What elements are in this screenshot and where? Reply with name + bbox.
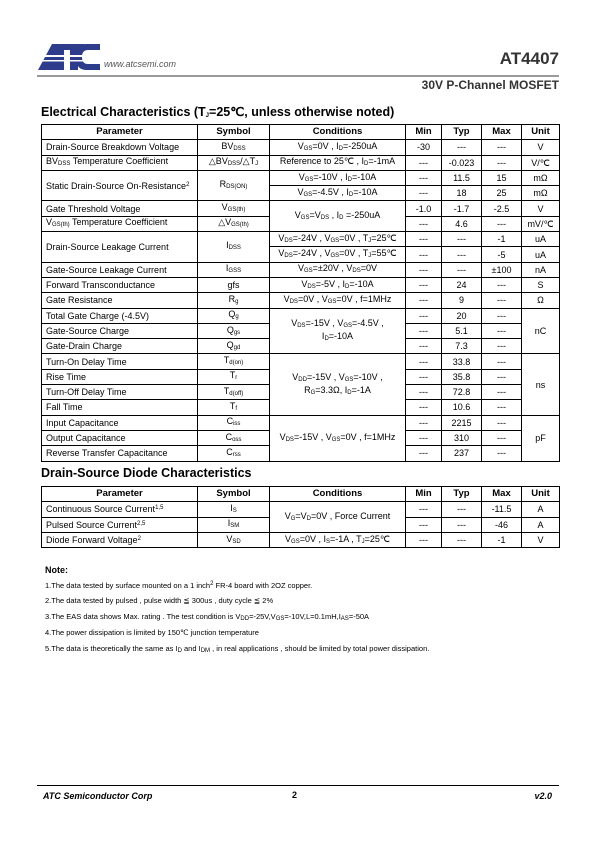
table-cell: ---	[406, 323, 442, 338]
table-cell: $V_{SD}$	[198, 532, 270, 547]
table-cell: Gate-Source Leakage Current	[42, 262, 198, 277]
table-cell: -30	[406, 140, 442, 155]
table-cell: ---	[442, 532, 482, 547]
table-cell: -2.5	[482, 201, 522, 216]
table-cell: Fall Time	[42, 400, 198, 415]
table-cell: ±100	[482, 262, 522, 277]
table-cell: Gate-Drain Charge	[42, 339, 198, 354]
table-cell: ---	[442, 517, 482, 532]
table-cell: $T_{d(on)}$	[198, 354, 270, 369]
footer-version: v2.0	[534, 791, 552, 801]
table-cell: $V_{GS}=0V$ , $I_D=-250uA$	[270, 140, 406, 155]
table-cell: -5	[482, 247, 522, 262]
table-cell: $V_{GS(th)}$ Temperature Coefficient	[42, 216, 198, 231]
table-cell: $V_{DS}=-15V$ , $V_{GS}=-4.5V$ , $I_D=-10A$	[270, 308, 406, 354]
table-cell: ---	[482, 155, 522, 170]
table-cell: ---	[406, 155, 442, 170]
table-cell: Forward Transconductance	[42, 277, 198, 292]
table-cell: ---	[406, 400, 442, 415]
table-cell: 310	[442, 430, 482, 445]
table-cell: V/℃	[522, 155, 560, 170]
table-cell: mΩ	[522, 186, 560, 201]
table-row	[42, 170, 560, 185]
table-cell: 33.8	[442, 354, 482, 369]
table-cell: 10.6	[442, 400, 482, 415]
table-cell: V	[522, 201, 560, 216]
table-cell: ---	[482, 308, 522, 323]
table-cell: mΩ	[522, 170, 560, 185]
table-cell: $\triangle BV_{DSS}/\triangle T_J$	[198, 155, 270, 170]
table-cell: ---	[442, 232, 482, 247]
table-cell: $V_{DD}=-15V$ , $V_{GS}=-10V$ , $R_G=3.3\Omega$, $I_D=-1A$	[270, 354, 406, 415]
table-cell: ---	[442, 247, 482, 262]
table-cell: $V_{GS}=-10V$ , $I_D=-10A$	[270, 170, 406, 185]
table-cell: ---	[482, 293, 522, 308]
table-row	[42, 415, 560, 430]
table-row	[42, 502, 560, 517]
table-cell: -46	[482, 517, 522, 532]
table-cell: Input Capacitance	[42, 415, 198, 430]
table-cell: ---	[482, 216, 522, 231]
table-row	[42, 232, 560, 247]
table-cell: 72.8	[442, 385, 482, 400]
table-cell: Static Drain-Source On-Resistance$^2$	[42, 170, 198, 201]
table-cell: ns	[522, 354, 560, 415]
table-cell: S	[522, 277, 560, 292]
page-number: 2	[292, 790, 298, 800]
table-cell: pF	[522, 415, 560, 461]
table-cell: $V_{DS}=-24V$ , $V_{GS}=0V$ , $T_J=55℃$	[270, 247, 406, 262]
table-cell: $BV_{DSS}$ Temperature Coefficient	[42, 155, 198, 170]
table-cell: uA	[522, 247, 560, 262]
table-cell: -1.7	[442, 201, 482, 216]
table-row	[42, 201, 560, 216]
col-parameter: Parameter	[42, 125, 198, 140]
table-cell: ---	[406, 354, 442, 369]
table-cell: $\triangle V_{GS(th)}$	[198, 216, 270, 231]
note-3: 3.The EAS data shows Max. rating . The test condition is $V_{DD}=-25V,V_{GS}=-10V,L=0.1mH,I_{AS}=-50A$	[45, 611, 370, 622]
table-cell: $C_{iss}$	[198, 415, 270, 430]
table-cell: ---	[482, 446, 522, 461]
table-header-cell: Symbol	[198, 487, 270, 502]
table-cell: $Q_g$	[198, 308, 270, 323]
table-cell: ---	[406, 517, 442, 532]
part-number: AT4407	[499, 49, 559, 68]
table-cell: ---	[406, 415, 442, 430]
table-cell: ---	[482, 277, 522, 292]
table-cell: ---	[406, 262, 442, 277]
col-max: Max	[482, 125, 522, 140]
table-cell: ---	[406, 339, 442, 354]
table-cell: 35.8	[442, 369, 482, 384]
table-cell: nA	[522, 262, 560, 277]
table-row	[42, 293, 560, 308]
col-min: Min	[406, 125, 442, 140]
part-subtitle: 30V P-Channel MOSFET	[421, 78, 559, 92]
table-cell: Gate Resistance	[42, 293, 198, 308]
col-conditions: Conditions	[270, 125, 406, 140]
table-header-cell: Typ	[442, 487, 482, 502]
table-cell: A	[522, 517, 560, 532]
table-cell: ---	[406, 446, 442, 461]
table-cell: ---	[406, 232, 442, 247]
note-4: 4.The power dissipation is limited by 150℃ junction temperature	[45, 628, 259, 638]
table-cell: $C_{oss}$	[198, 430, 270, 445]
table-header-cell: Conditions	[270, 487, 406, 502]
table-cell: $BV_{DSS}$	[198, 140, 270, 155]
table-cell: $V_{GS(th)}$	[198, 201, 270, 216]
table-cell: Output Capacitance	[42, 430, 198, 445]
table-cell: Turn-On Delay Time	[42, 354, 198, 369]
table-cell: ---	[482, 323, 522, 338]
table-cell: 25	[482, 186, 522, 201]
table-cell: $C_{rss}$	[198, 446, 270, 461]
footer-rule	[37, 785, 559, 786]
table-cell: Drain-Source Breakdown Voltage	[42, 140, 198, 155]
col-symbol: Symbol	[198, 125, 270, 140]
table-cell: ---	[406, 369, 442, 384]
table-row	[42, 277, 560, 292]
table-cell: ---	[406, 247, 442, 262]
table-row	[42, 532, 560, 547]
table-cell: $V_{DS}=-5V$ , $I_D=-10A$	[270, 277, 406, 292]
table-cell: ---	[482, 369, 522, 384]
table-cell: $V_G=V_D=0V$ , Force Current	[270, 502, 406, 533]
table-cell: $I_{SM}$	[198, 517, 270, 532]
table-cell: Gate-Source Charge	[42, 323, 198, 338]
table-cell: 24	[442, 277, 482, 292]
table-cell: $T_r$	[198, 369, 270, 384]
diode-characteristics-table	[41, 486, 560, 548]
table-cell: $V_{DS}=-15V$ , $V_{GS}=0V$ , f=1MHz	[270, 415, 406, 461]
table-cell: Drain-Source Leakage Current	[42, 232, 198, 263]
table-cell: ---	[482, 339, 522, 354]
table-cell: gfs	[198, 277, 270, 292]
table-cell: ---	[442, 140, 482, 155]
table-cell: Diode Forward Voltage$^2$	[42, 532, 198, 547]
table-cell: uA	[522, 232, 560, 247]
table-row	[42, 155, 560, 170]
table-cell: $I_{DSS}$	[198, 232, 270, 263]
note-5: 5.The data is theoretically the same as $I_D$ and $I_{DM}$ , in real applications , should be limited by total power dissipation.	[45, 643, 430, 654]
table-cell: Total Gate Charge (-4.5V)	[42, 308, 198, 323]
table-cell: A	[522, 502, 560, 517]
table-cell: ---	[482, 430, 522, 445]
note-2: 2.The data tested by pulsed , pulse width ≦ 300us , duty cycle ≦ 2%	[45, 596, 274, 606]
table-cell: ---	[442, 262, 482, 277]
table-header-cell: Parameter	[42, 487, 198, 502]
table-cell: -11.5	[482, 502, 522, 517]
table-row	[42, 140, 560, 155]
table-cell: $V_{GS}=\pm 20V$ , $V_{DS}=0V$	[270, 262, 406, 277]
footer-company: ATC Semiconductor Corp	[43, 791, 153, 801]
table-cell: ---	[482, 140, 522, 155]
table-cell: Rise Time	[42, 369, 198, 384]
table-row	[42, 354, 560, 369]
table-cell: Reverse Transfer Capacitance	[42, 446, 198, 461]
table-cell: 4.6	[442, 216, 482, 231]
table-header-row	[42, 487, 560, 502]
table-cell: $V_{DS}=-24V$ , $V_{GS}=0V$ , $T_J=25℃$	[270, 232, 406, 247]
section-title-diode: Drain-Source Diode Characteristics	[41, 466, 252, 480]
website-link[interactable]: www.atcsemi.com	[104, 59, 177, 69]
table-cell: 7.3	[442, 339, 482, 354]
table-cell: 237	[442, 446, 482, 461]
electrical-characteristics-table	[41, 124, 560, 462]
table-cell: Reference to 25℃ , $I_D=-1mA$	[270, 155, 406, 170]
table-header-cell: Unit	[522, 487, 560, 502]
table-cell: $R_g$	[198, 293, 270, 308]
table-cell: -1.0	[406, 201, 442, 216]
table-cell: nC	[522, 308, 560, 354]
table-cell: 11.5	[442, 170, 482, 185]
table-cell: $V_{DS}=0V$ , $V_{GS}=0V$ , f=1MHz	[270, 293, 406, 308]
col-unit: Unit	[522, 125, 560, 140]
header-rule	[37, 75, 559, 77]
notes-title: Note:	[45, 565, 68, 575]
table-cell: ---	[406, 277, 442, 292]
table-cell: $T_{d(off)}$	[198, 385, 270, 400]
table-cell: $R_{DS(ON)}$	[198, 170, 270, 201]
table-cell: ---	[406, 293, 442, 308]
table-cell: $V_{GS}=-4.5V$ , $I_D=-10A$	[270, 186, 406, 201]
atc-logo	[38, 42, 102, 72]
section-title-electrical: Electrical Characteristics ($T_J=25℃$, unless otherwise noted)	[41, 105, 395, 119]
table-cell: ---	[406, 186, 442, 201]
note-1: 1.The data tested by surface mounted on a 1 inch$^2$ FR-4 board with 2OZ copper.	[45, 581, 313, 590]
table-cell: 9	[442, 293, 482, 308]
table-cell: $Q_{gs}$	[198, 323, 270, 338]
table-cell: ---	[406, 532, 442, 547]
notes-section	[45, 565, 429, 660]
table-cell: ---	[482, 385, 522, 400]
table-cell: ---	[482, 400, 522, 415]
table-cell: 18	[442, 186, 482, 201]
table-cell: $V_{GS}=V_{DS}$ , $I_D =-250uA$	[270, 201, 406, 232]
table-cell: 15	[482, 170, 522, 185]
table-cell: ---	[406, 385, 442, 400]
table-cell: V	[522, 532, 560, 547]
table-cell: Ω	[522, 293, 560, 308]
table-header-cell: Min	[406, 487, 442, 502]
table-cell: ---	[406, 502, 442, 517]
table-cell: V	[522, 140, 560, 155]
table-cell: ---	[482, 354, 522, 369]
table-cell: Turn-Off Delay Time	[42, 385, 198, 400]
table-cell: $V_{GS}=0V$ , $I_S=-1A$ , $T_J=25℃$	[270, 532, 406, 547]
table-cell: ---	[406, 308, 442, 323]
table-cell: ---	[482, 415, 522, 430]
table-cell: ---	[442, 502, 482, 517]
table-cell: -1	[482, 532, 522, 547]
col-typ: Typ	[442, 125, 482, 140]
table-row	[42, 262, 560, 277]
table-cell: -1	[482, 232, 522, 247]
table-cell: ---	[406, 216, 442, 231]
table-cell: 2215	[442, 415, 482, 430]
table-cell: -0.023	[442, 155, 482, 170]
table-row	[42, 308, 560, 323]
table-cell: $T_f$	[198, 400, 270, 415]
table-cell: 5.1	[442, 323, 482, 338]
table-header-row	[42, 125, 560, 140]
table-cell: $I_S$	[198, 502, 270, 517]
table-cell: $I_{GSS}$	[198, 262, 270, 277]
table-cell: $Q_{gd}$	[198, 339, 270, 354]
table-cell: ---	[406, 170, 442, 185]
table-cell: Pulsed Source Current$^{2,5}$	[42, 517, 198, 532]
table-header-cell: Max	[482, 487, 522, 502]
table-cell: mV/℃	[522, 216, 560, 231]
table-cell: ---	[406, 430, 442, 445]
table-cell: Continuous Source Current$^{1,5}$	[42, 502, 198, 517]
table-cell: Gate Threshold Voltage	[42, 201, 198, 216]
table-cell: 20	[442, 308, 482, 323]
